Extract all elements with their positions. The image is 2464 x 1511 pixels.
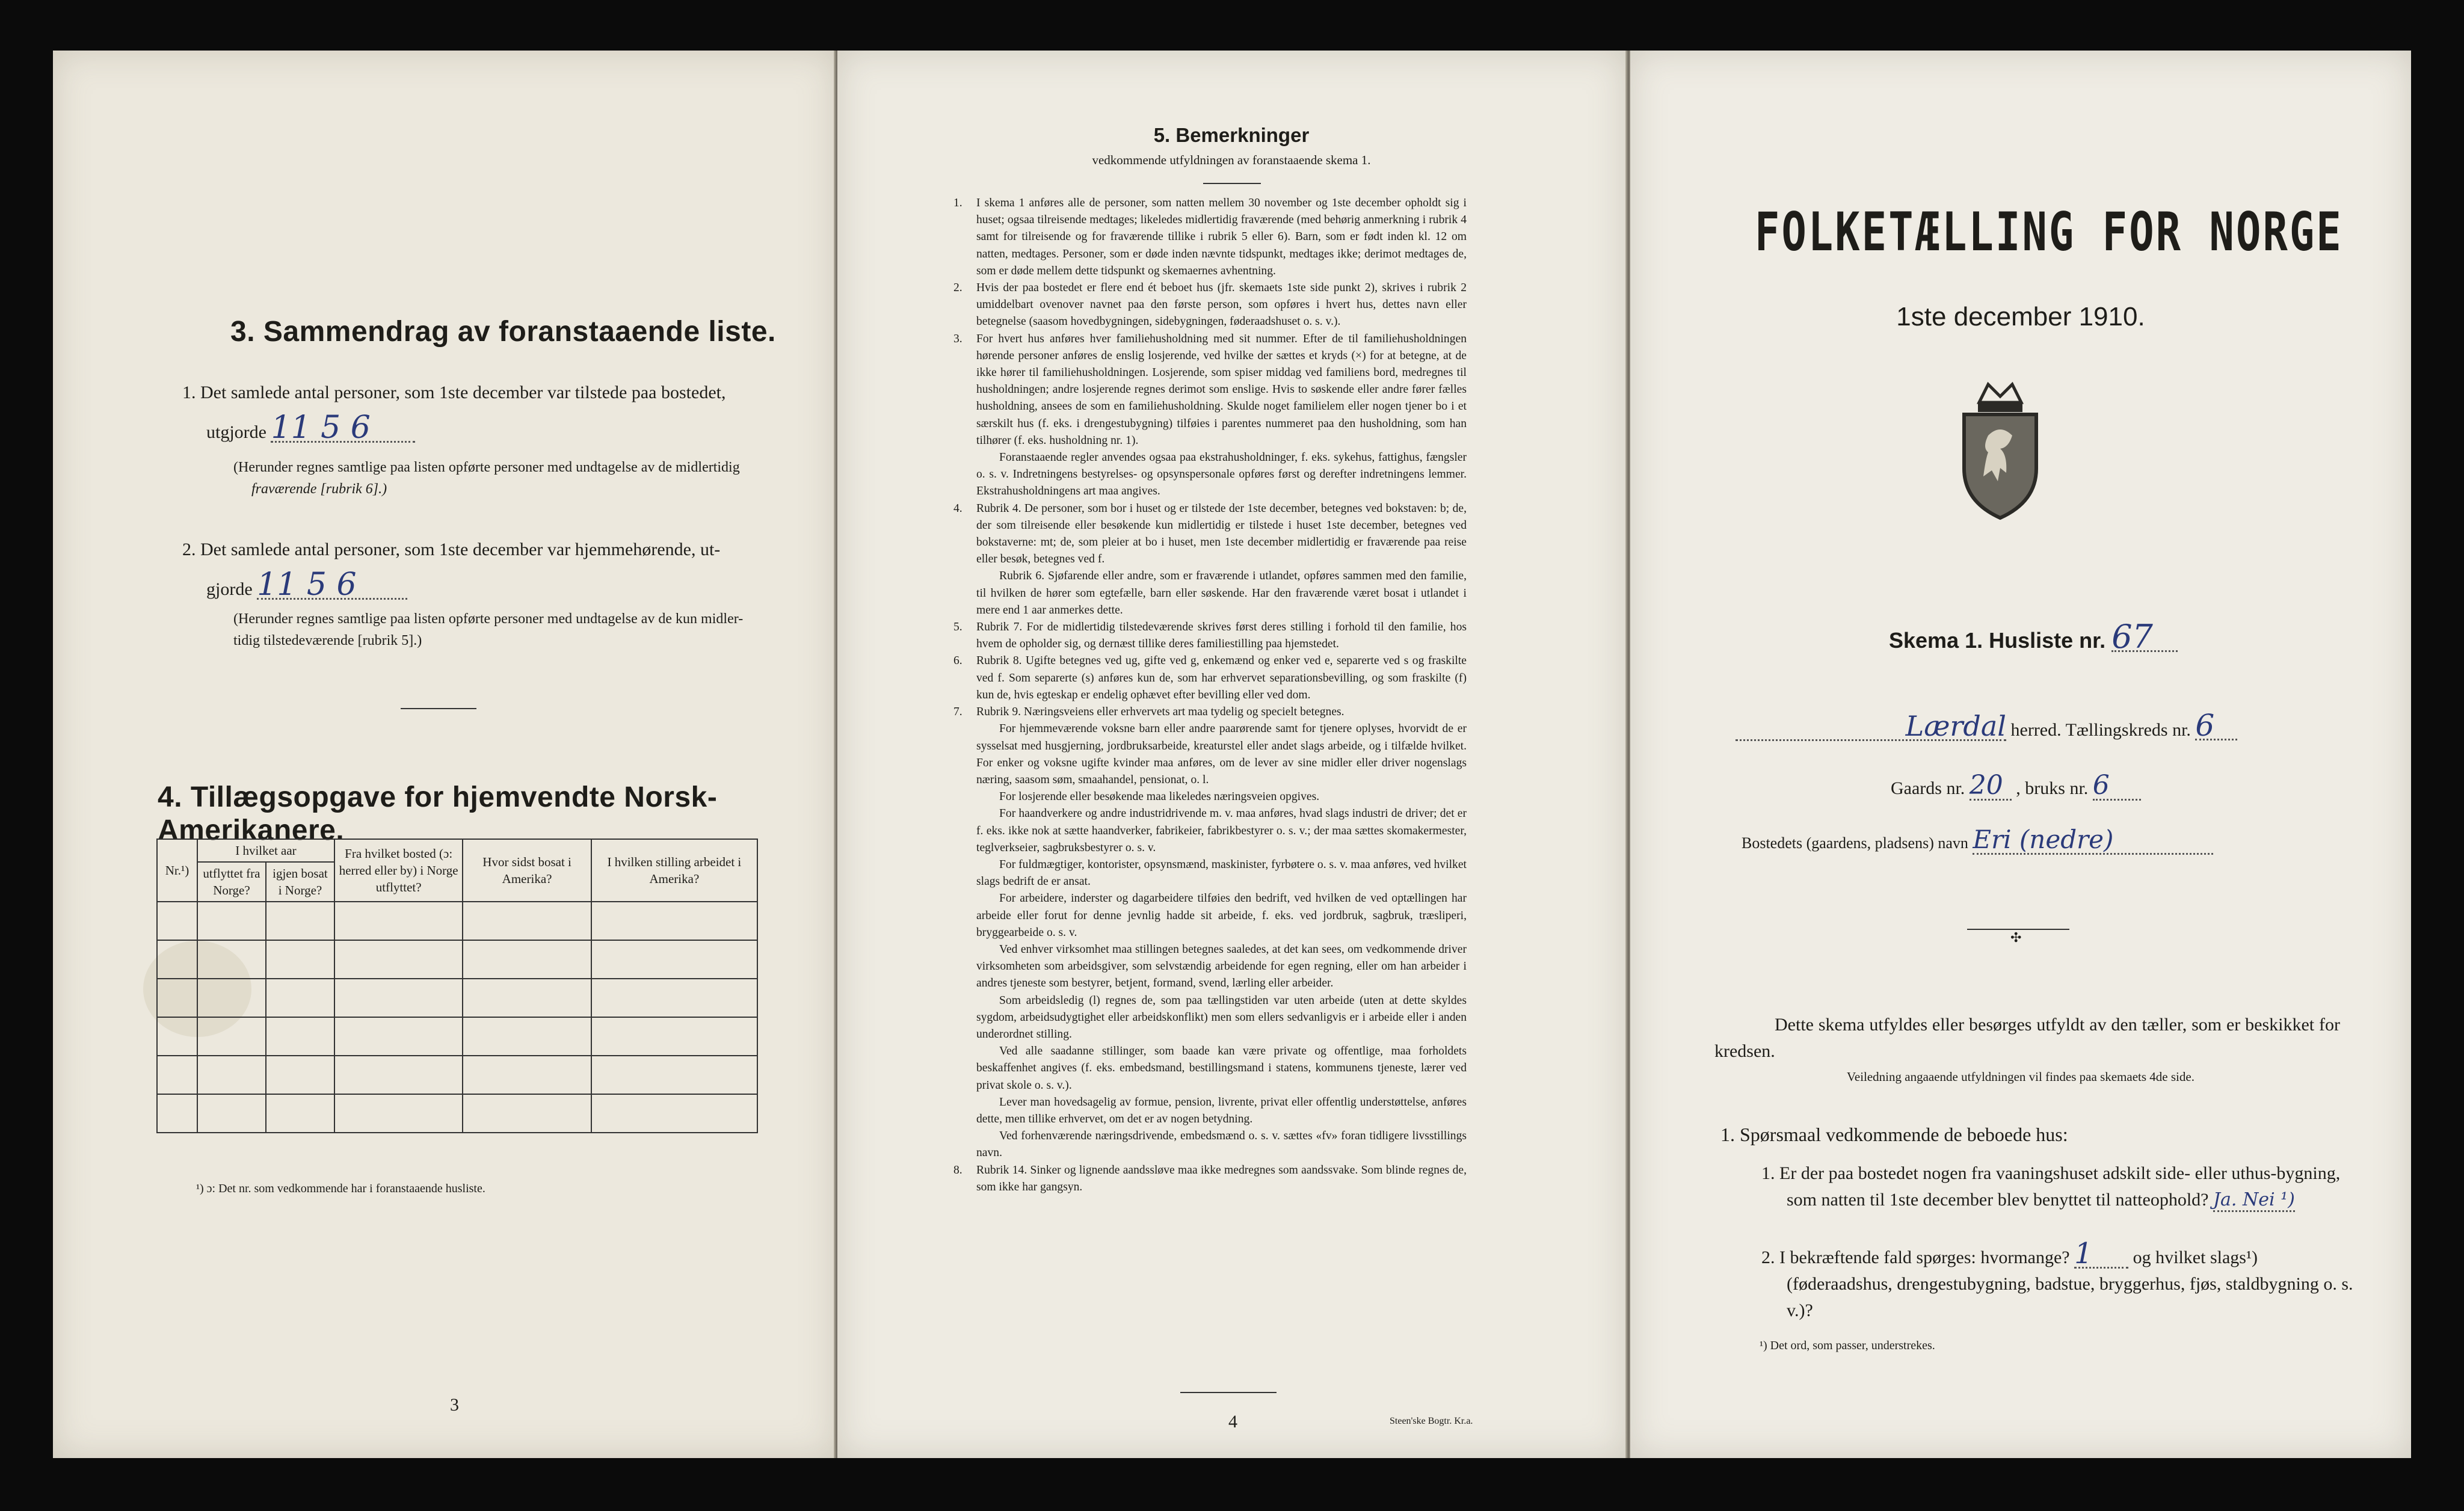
table-cell xyxy=(334,940,463,979)
item1-row xyxy=(206,410,415,446)
remark-number: 3. xyxy=(953,332,962,345)
remark-number: 8. xyxy=(953,1163,962,1177)
remark-paragraph xyxy=(953,789,1467,805)
remark-text: Lever man hovedsagelig av formue, pension, livrente, privat eller offentlig understøttelse, anføres dette, men tillike erhvervet, om det er av nogen betydning. xyxy=(976,1095,1467,1125)
remark-text: Foranstaaende regler anvendes ogsaa paa ekstrahusholdninger, f. eks. sykehus, fattighus, fængsler o. s. v. Indretningens bestyrelses- og opsynspersonale opføres først og derefter indretningens lemmer. Ekstrahusholdningens art maa angives. xyxy=(976,451,1467,498)
remark-text: Som arbeidsledig (l) regnes de, som paa tællingstiden var uten arbeide (uten at dette skyldes sygdom, arbeidsudygtighet eller arbeidskonflikt) men som ellers sedvanligvis er i arbeide eller i anden underordnet stilling. xyxy=(976,994,1467,1041)
remarks-title: 5. Bemerkninger xyxy=(1153,124,1310,146)
coat-of-arms-icon xyxy=(1955,378,2045,523)
remark-number: 4. xyxy=(953,502,962,515)
table-row xyxy=(157,1094,757,1133)
table-row xyxy=(157,1017,757,1056)
item2-prefix: gjorde xyxy=(206,579,253,599)
remark-text: Rubrik 9. Næringsveiens eller erhvervets art maa tydelig og specielt betegnes. xyxy=(976,706,1344,719)
gaards-nr: 20 xyxy=(1970,772,2012,801)
gaards-row xyxy=(1891,772,2141,802)
table-cell xyxy=(157,979,197,1017)
table-cell xyxy=(334,1056,463,1094)
table-cell xyxy=(463,979,591,1017)
table-cell xyxy=(266,1094,334,1133)
bruks-nr: 6 xyxy=(2093,772,2141,801)
table-cell xyxy=(334,1017,463,1056)
table-cell xyxy=(591,1056,757,1094)
table-cell xyxy=(334,1094,463,1133)
table-row xyxy=(157,1056,757,1094)
form-title: FOLKETÆLLING FOR NORGE xyxy=(1755,201,2343,263)
remark-paragraph xyxy=(953,805,1467,857)
remark-number: 7. xyxy=(953,706,962,719)
table-cell xyxy=(463,1056,591,1094)
remark-paragraph xyxy=(953,449,1467,500)
item2-note1: (Herunder regnes samtlige paa listen opførte personer med undtagelse av de kun midler- xyxy=(233,611,744,627)
skema-row xyxy=(1889,618,2178,656)
table-cell xyxy=(591,940,757,979)
remark-paragraph xyxy=(953,890,1467,941)
remark-number: 6. xyxy=(953,654,962,668)
page-left xyxy=(53,51,836,1458)
remark-paragraph xyxy=(953,280,1467,331)
table-cell xyxy=(591,902,757,940)
remark-paragraph xyxy=(953,1128,1467,1162)
remark-text: Hvis der paa bostedet er flere end ét beboet hus (jfr. skemaets 1ste side punkt 2), skrives i rubrik 2 umiddelbart ovenover navnet paa den første person, som opføres i hvert hus, dettes navn eller betegnelse (saasom hovedbygningen, sidebygningen, føderaadshuset o. s. v.). xyxy=(976,282,1467,328)
kreds-nr: 6 xyxy=(2195,712,2237,740)
remark-paragraph xyxy=(953,500,1467,568)
ornament-icon: ✣ xyxy=(2010,930,2022,945)
table-cell xyxy=(266,1056,334,1094)
remark-paragraph xyxy=(953,857,1467,890)
remark-paragraph xyxy=(953,992,1467,1044)
divider xyxy=(1203,183,1261,184)
remark-paragraph xyxy=(953,195,1467,280)
question-2-count: 1 xyxy=(2074,1240,2128,1269)
divider xyxy=(1180,1392,1277,1393)
section4-title: 4. Tillægsopgave for hjemvendte Norsk-Amerikanere. xyxy=(158,781,718,846)
bosted-label: Bostedets (gaardens, pladsens) navn xyxy=(1742,834,1968,852)
item1-line1: 1. Det samlede antal personer, som 1ste december var tilstede paa bostedet, xyxy=(182,383,726,402)
table-cell xyxy=(266,940,334,979)
table-cell xyxy=(463,902,591,940)
table-footnote: ¹) ɔ: Det nr. som vedkommende har i foranstaaende husliste. xyxy=(196,1182,485,1195)
col-hvor-sidst: Hvor sidst bosat i Amerika? xyxy=(463,839,591,902)
norsk-amerikanere-table xyxy=(156,839,758,1133)
table-cell xyxy=(463,940,591,979)
intro-text: Dette skema utfyldes eller besørges utfyldt av den tæller, som er beskikket for kredsen. xyxy=(1714,1015,2340,1061)
form-date: 1ste december 1910. xyxy=(1896,302,2145,331)
bosted-row xyxy=(1742,826,2213,857)
table-cell xyxy=(463,1094,591,1133)
remarks-subtitle: vedkommende utfyldningen av foranstaaende skema 1. xyxy=(1092,153,1371,167)
remark-text: Rubrik 8. Ugifte betegnes ved ug, gifte ved g, enkemænd og enker ved e, separerte ved s og fraskilte ved f. Som separerte (s) anføres kun de, som har erhvervet separationsbevilling, og som fraskilte (f) kun de, hvis egteskap er endelig ophævet efter bevilling eller ved dom. xyxy=(976,654,1467,701)
question-1 xyxy=(1761,1160,2364,1213)
col-utflyttet: utflyttet fra Norge? xyxy=(197,862,266,902)
table-body xyxy=(157,902,757,1133)
table-cell xyxy=(591,1094,757,1133)
col-fra-bosted: Fra hvilket bosted (ɔ: herred eller by) i Norge utflyttet? xyxy=(334,839,463,902)
table-cell xyxy=(197,979,266,1017)
remark-paragraph xyxy=(953,331,1467,449)
remark-text: Rubrik 6. Sjøfarende eller andre, som er fraværende i utlandet, opføres sammen med den familie, til hvilken de hører som egtefælle, barn eller søskende. Har den fraværende været bosat i utlandet i mere end 1 aar anmerkes dette. xyxy=(976,570,1467,617)
remark-paragraph xyxy=(953,653,1467,704)
remark-paragraph xyxy=(953,619,1467,653)
item2-value: 11 5 6 xyxy=(257,571,407,600)
remark-number: 1. xyxy=(953,197,962,209)
table-row xyxy=(157,940,757,979)
table-cell xyxy=(463,1017,591,1056)
table-cell xyxy=(266,979,334,1017)
remark-paragraph xyxy=(953,1162,1467,1196)
remark-text: For hvert hus anføres hver familiehusholdning med sit nummer. Efter de til familiehusholdningen hørende personer anføres de enslig losjerende, ved hvilke der sættes et kryds (×) for at betegne, at de ikke hører til familiehusholdningen. Losjerende, som spiser middag ved familiens bord, medregnes til husholdningen; andre losjerende regnes derimot som enslige. Hvis to søskende eller andre fører fælles husholdning, ansees de som en familiehusholdning. Skulde noget familielem eller nogen tjener bo i et særskilt hus (f. eks. i drengestubygning) tilføies i parentes nummeret paa den husholdning, som han tilhører (f. eks. husholdning nr. 1). xyxy=(976,332,1467,447)
remark-text: Ved forhenværende næringsdrivende, embedsmænd o. s. v. sættes «fv» foran tidligere livsstillings navn. xyxy=(976,1130,1467,1160)
printer-mark: Steen'ske Bogtr. Kr.a. xyxy=(1390,1416,1473,1426)
item2-row xyxy=(206,567,407,603)
col-group-year: I hvilket aar xyxy=(197,839,334,862)
table-cell xyxy=(197,1094,266,1133)
remark-paragraph xyxy=(953,568,1467,619)
question-1-text: 1. Er der paa bostedet nogen fra vaaningshuset adskilt side- eller uthus-bygning, som natten til 1ste december blev benyttet til natteophold? xyxy=(1761,1163,2341,1210)
item1-value: 11 5 6 xyxy=(271,414,415,443)
question-2-text-b: og hvilket slags¹) (føderaadshus, drengestubygning, badstue, bryggerhus, fjøs, staldbygning o. s. v.)? xyxy=(1787,1248,2353,1320)
herred-row xyxy=(1736,708,2237,743)
table-cell xyxy=(157,1017,197,1056)
table-cell xyxy=(197,940,266,979)
remark-text: Rubrik 7. For de midlertidig tilstedeværende skrives først deres stilling i forhold til den familie, hos hvem de opholder sig, og dernæst tillike deres familiestilling paa hjemstedet. xyxy=(976,621,1467,651)
table-cell xyxy=(334,979,463,1017)
page-number: 4 xyxy=(1228,1412,1237,1432)
right-footnote: ¹) Det ord, som passer, understrekes. xyxy=(1760,1339,1935,1352)
remark-number: 2. xyxy=(953,282,962,295)
section3-title: 3. Sammendrag av foranstaaende liste. xyxy=(230,316,776,348)
table-cell xyxy=(334,902,463,940)
divider xyxy=(401,708,476,709)
table-cell xyxy=(266,1017,334,1056)
page-middle xyxy=(837,51,1625,1458)
table-cell xyxy=(197,902,266,940)
remark-paragraph xyxy=(953,941,1467,992)
col-nr: Nr.¹) xyxy=(157,839,197,902)
table-cell xyxy=(157,940,197,979)
remark-text: For hjemmeværende voksne barn eller andre paarørende samt for tjenere oplyses, hvorvidt de er sysselsat med husgjerning, jordbruksarbeide, kreaturstel eller andet slags arbeide, og i tilfælde hvilket. For enker og voksne ugifte kvinder maa anføres, om de lever av sine midler eller driver nogenslags næring, saasom søm, smaahandel, pensionat, o. l. xyxy=(976,722,1467,786)
gaards-label: Gaards nr. xyxy=(1891,778,1965,798)
remark-text: For losjerende eller besøkende maa likeledes næringsveien opgives. xyxy=(999,790,1320,804)
husliste-nr: 67 xyxy=(2111,624,2178,652)
item1-note1: (Herunder regnes samtlige paa listen opførte personer med undtagelse av de midlertidig xyxy=(233,460,740,475)
table-cell xyxy=(266,902,334,940)
item1-prefix: utgjorde xyxy=(206,422,266,442)
remark-text: I skema 1 anføres alle de personer, som natten mellem 30 november og 1ste december opholdt sig i huset; ogsaa tilreisende medtages; likeledes midlertidig fraværende (med behørig anmerkning i rubrik 4 samt for tilreisende og for fraværende tillike i rubrik 5 eller 6). Barn, som er født inden kl. 12 om natten, medtages. Personer, som er døde inden nævnte tidspunkt, medtages ikke; derimot medtages de, som er døde mellem dette tidspunkt og skemaernes avhentning. xyxy=(976,197,1467,277)
table-row xyxy=(157,979,757,1017)
remark-text: For haandverkere og andre industridrivende m. v. maa anføres, hvad slags industri de driver; det er f. eks. ikke nok at sætte haandverker, fabrikeier, fabrikbestyrer o. s. v.; der maa sættes skomakermester, teglverkseier, sagbruksbestyrer o. s. v. xyxy=(976,807,1467,854)
remarks-list xyxy=(953,195,1467,1196)
table-row xyxy=(157,902,757,940)
remark-text: Ved alle saadanne stillinger, som baade kan være private og offentlige, maa forholdets beskaffenhet angives (f. eks. embedsmand, bestillingsmand i statens, kommunens tjeneste, lærer ved privat skole o. s. v.). xyxy=(976,1045,1467,1092)
bosted-value: Eri (nedre) xyxy=(1973,826,2213,855)
bruks-label: , bruks nr. xyxy=(2016,778,2089,798)
table-cell xyxy=(157,1094,197,1133)
remark-text: For fuldmægtiger, kontorister, opsynsmænd, maskinister, fyrbøtere o. s. v. maa anføres, ved hvilket slags bedrift de er ansat. xyxy=(976,858,1467,888)
remark-text: Rubrik 4. De personer, som bor i huset og er tilstede der 1ste december, betegnes ved bokstaven: b; de, der som tilreisende eller besøkende kun midlertidig er tilstede i huset 1ste december, betegnes ved bokstaverne: mt; de, som pleier at bo i huset, men 1ste december midlertidig er fraværende paa reise eller besøk, betegnes ved f. xyxy=(976,502,1467,566)
table-cell xyxy=(591,979,757,1017)
col-igjen: igjen bosat i Norge? xyxy=(266,862,334,902)
page-right xyxy=(1630,51,2411,1458)
remark-text: For arbeidere, inderster og dagarbeidere tilføies den bedrift, ved hvilken de ved optællingen har arbeide eller forut for denne jevnlig hadde sit arbeide, f. eks. ved jordbruk, sagbruk, træsliperi, bryggearbeide o. s. v. xyxy=(976,892,1467,939)
col-stilling: I hvilken stilling arbeidet i Amerika? xyxy=(591,839,757,902)
table-cell xyxy=(591,1017,757,1056)
remark-text: Ved enhver virksomhet maa stillingen betegnes saaledes, at det kan sees, om vedkommende driver virksomheten som arbeidsgiver, som selvstændig arbeidende for egen regning, eller om han arbeider i andres tjeneste som bestyrer, betjent, formand, svend, lærling eller arbeider. xyxy=(976,943,1467,990)
remark-paragraph xyxy=(953,1094,1467,1128)
page-number: 3 xyxy=(450,1395,459,1415)
questions-title: 1. Spørsmaal vedkommende de beboede hus: xyxy=(1720,1124,2068,1145)
table-cell xyxy=(197,1056,266,1094)
herred-value: Lærdal xyxy=(1736,713,2006,741)
remark-paragraph xyxy=(953,721,1467,789)
question-1-answer: Ja. Nei ¹) xyxy=(2213,1189,2295,1212)
remark-number: 5. xyxy=(953,621,962,634)
intro-note: Veiledning angaaende utfyldningen vil findes paa skemaets 4de side. xyxy=(1847,1069,2194,1084)
question-2 xyxy=(1761,1237,2364,1324)
skema-label: Skema 1. Husliste nr. xyxy=(1889,628,2106,653)
item2-line1: 2. Det samlede antal personer, som 1ste december var hjemmehørende, ut- xyxy=(182,540,721,559)
remark-paragraph xyxy=(953,1043,1467,1094)
item1-note2: fraværende [rubrik 6].) xyxy=(251,481,387,497)
table-cell xyxy=(197,1017,266,1056)
remark-text: Rubrik 14. Sinker og lignende aandssløve maa ikke medregnes som aandssvake. Som blinde regnes de, som ikke har gangsyn. xyxy=(976,1163,1467,1193)
item2-note2: tidig tilstedeværende [rubrik 5].) xyxy=(233,633,422,648)
table-cell xyxy=(157,1056,197,1094)
table-cell xyxy=(157,902,197,940)
remark-paragraph xyxy=(953,704,1467,721)
question-2-text-a: 2. I bekræftende fald spørges: hvormange? xyxy=(1761,1248,2070,1267)
herred-label: herred. Tællingskreds nr. xyxy=(2010,720,2191,740)
